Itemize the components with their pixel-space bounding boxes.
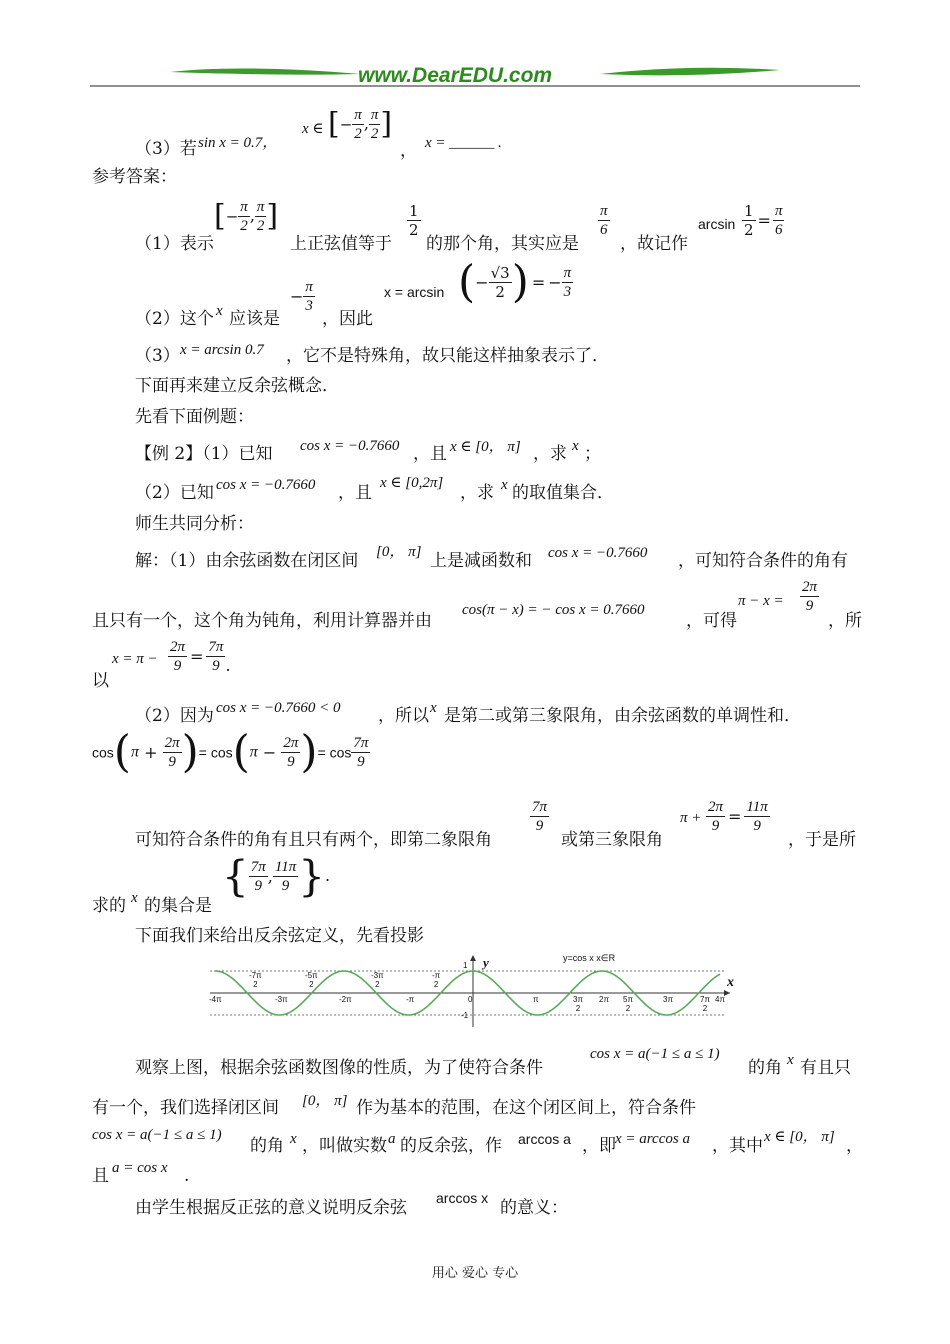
sol1-cond: cos x = −0.7660 [548, 545, 648, 561]
ex2b-text-3: ，求 [460, 483, 494, 503]
a1-interval: [− $\frac{\pi}{2}$ , $\frac{\pi}{2}$ ] [214, 198, 279, 234]
obs3-text-5: ，其中 [712, 1136, 763, 1156]
sol3-fracs: $\frac{2\pi}{9}$ = $\frac{7\pi}{9}$ . [170, 639, 231, 675]
graph-tick-neg4pi: -4π [209, 995, 222, 1004]
obs3-text-4: ，即 [582, 1136, 616, 1156]
a1-text-1: （1）表示 [135, 234, 214, 254]
answer-title: 参考答案： [92, 167, 177, 187]
obs3-a: a [388, 1131, 396, 1147]
s2-x: x [430, 700, 437, 716]
obs4-text-1: 且 [92, 1166, 109, 1186]
ex2b-text-4: 的取值集合． [512, 483, 614, 503]
k-frac-7pi9: $\frac{7\pi}{9}$ [532, 799, 548, 834]
sol2-pi-minus-x: π − x = [738, 593, 784, 609]
a3-text: ，它不是特殊角，故只能这样抽象表示了． [286, 346, 609, 366]
q3-x-in: x ∈ [302, 121, 324, 137]
obs2-text-1: 有一个，我们选择闭区间 [92, 1098, 279, 1118]
a2-text-2: 应该是 [229, 309, 280, 329]
obs-text-3: 有且只 [800, 1058, 851, 1078]
a1-arcsin: arcsin [698, 216, 736, 232]
a1-text-3: 的那个角，其实应是 [426, 234, 579, 254]
obs3-x: x [290, 1131, 297, 1147]
ex2b-text-2: ，且 [338, 483, 372, 503]
graph-tick-negpi2: -π 2 [432, 971, 441, 989]
p-analysis: 师生共同分析： [135, 514, 254, 534]
sol3-expr: x = π − [112, 651, 158, 667]
s2-text-2: ，所以 [378, 706, 429, 726]
a2-text-1: （2）这个 [135, 309, 214, 329]
sol2-eq: cos(π − x) = − cos x = 0.7660 [462, 602, 645, 618]
obs3-arccos: arccos a [518, 1131, 571, 1147]
a3-label: （3） [135, 346, 180, 366]
page-header [90, 62, 860, 90]
a2-text-3: ，因此 [322, 309, 373, 329]
graph-tick-neg7pi2: -7π 2 [249, 971, 262, 989]
obs3-cond: cos x = a(−1 ≤ a ≤ 1) [92, 1127, 222, 1143]
obs-text-1: 观察上图，根据余弦函数图像的性质，为了使符合条件 [135, 1058, 543, 1078]
p-example: 先看下面例题： [135, 407, 254, 427]
a1-arcsin-eq: $\frac{1}{2}$ = $\frac{\pi}{6}$ [744, 202, 783, 239]
obs3-text-1: 的角 [250, 1136, 284, 1156]
graph-tick-neg5pi2: -5π 2 [305, 971, 318, 989]
s2-cond: cos x = −0.7660 < 0 [216, 700, 341, 716]
graph-tick-7pi2: 7π 2 [700, 995, 710, 1013]
obs-cond: cos x = a(−1 ≤ a ≤ 1) [590, 1046, 720, 1062]
last-arccos: arccos x [436, 1190, 489, 1206]
ex2-text-2: ，且 [413, 444, 447, 464]
ex2b-cond: cos x = −0.7660 [216, 477, 316, 493]
cosine-graph [205, 953, 740, 1031]
ex2b-interval: x ∈ [0,2π] [380, 475, 444, 491]
obs4-eq: a = cos x [112, 1160, 168, 1176]
graph-y-label: y [483, 955, 489, 970]
page-footer: 用心 爱心 专心 [431, 1266, 519, 1281]
graph-tick-2pi: 2π [599, 995, 609, 1004]
sol1-text-1: 解：（1）由余弦函数在闭区间 [135, 551, 359, 571]
obs3-text-2: ，叫做实数 [302, 1136, 387, 1156]
q3-sin-eq: sin x = 0.7， [198, 135, 278, 151]
sol2-frac: $\frac{2\pi}{9}$ [802, 579, 818, 614]
sol1-text-2: 上是减函数和 [430, 551, 532, 571]
sol3-text-1: 以 [92, 671, 109, 691]
def-intro: 下面我们来给出反余弦定义，先看投影 [135, 926, 424, 946]
a2-arcsin-expr: (− $\frac{√3}{2}$ ) = − $\frac{\pi}{3}$ [458, 256, 572, 308]
graph-tick-neg2pi: -2π [339, 995, 352, 1004]
sol1-interval: [0， π] [376, 544, 422, 560]
k2-x: x [131, 890, 138, 906]
graph-title: y=cos x x∈R [563, 953, 616, 963]
k-fracs: $\frac{2\pi}{9}$ = $\frac{11\pi}{9}$ [708, 799, 768, 834]
obs4-text-2: . [184, 1166, 190, 1186]
graph-tick-5pi2: 5π 2 [623, 995, 633, 1013]
graph-tick-4pi: 4π [715, 995, 725, 1004]
graph-tick-negpi: -π [406, 995, 415, 1004]
ex2-text-1: 【例 2】（1）已知 [135, 444, 273, 464]
k-text-1: 可知符合条件的角有且只有两个，即第二象限角 [135, 830, 492, 850]
k-text-3: ，于是所 [788, 830, 856, 850]
a1-pi-6: $\frac{\pi}{6}$ [600, 203, 608, 238]
a2-neg-pi-3: − $\frac{\pi}{3}$ [290, 279, 313, 314]
k-pi-plus: π + [680, 810, 702, 826]
obs2-interval: [0， π] [302, 1093, 348, 1109]
last-text-1: 由学生根据反正弦的意义说明反余弦 [135, 1198, 407, 1218]
graph-y-tick-neg1: -1 [461, 1011, 469, 1020]
q3-answer-blank: x = ______ . [425, 135, 502, 151]
s2-text-3: 是第二或第三象限角，由余弦函数的单调性和． [444, 706, 801, 726]
k2-text-1: 求的 [92, 896, 126, 916]
graph-tick-neg3pi: -3π [275, 995, 288, 1004]
s2-text-1: （2）因为 [135, 706, 214, 726]
ex2b-x: x [501, 477, 508, 493]
q3-interval: [− $\frac{\pi}{2}$ , $\frac{\pi}{2}$ ] [328, 106, 393, 142]
graph-y-tick-1: 1 [463, 961, 468, 970]
ex2-x: x [572, 438, 579, 454]
a1-text-2: 上正弦值等于 [290, 234, 392, 254]
k2-text-2: 的集合是 [144, 896, 212, 916]
obs-x: x [787, 1052, 794, 1068]
obs2-text-2: 作为基本的范围，在这个闭区间上，符合条件 [356, 1098, 696, 1118]
graph-tick-pi: π [533, 995, 539, 1004]
graph-tick-0: 0 [468, 995, 473, 1004]
site-logo-text: www.DearEDU.com [358, 64, 553, 87]
ex2-text-3: ，求 [533, 444, 567, 464]
last-text-2: 的意义： [500, 1198, 568, 1218]
cosine-graph-svg [205, 953, 740, 1031]
p-next: 下面再来建立反余弦概念． [135, 376, 339, 396]
a2-x: x [216, 303, 223, 319]
graph-tick-3pi2: 3π 2 [573, 995, 583, 1013]
q3-comma: ， [400, 141, 417, 161]
q3-label: （3）若 [135, 139, 197, 159]
graph-tick-neg3pi2: -3π 2 [371, 971, 384, 989]
a2-arcsin: x = arcsin [384, 284, 445, 300]
obs3-text-3: 的反余弦，作 [400, 1136, 502, 1156]
y-axis-arrow [470, 955, 476, 961]
graph-x-label: x [727, 975, 734, 990]
s2-identity: cos(π + $\frac{2\pi}{9}$ )= cos(π − $\frac{2\pi}{9}$ )= cos $\frac{7\pi}{9}$ [92, 726, 369, 778]
graph-tick-3pi: 3π [663, 995, 673, 1004]
ex2-interval: x ∈ [0， π] [450, 439, 521, 455]
k-text-2: 或第三象限角 [561, 830, 663, 850]
ex2b-text-1: （2）已知 [135, 483, 214, 503]
sol2-text-1: 且只有一个，这个角为钝角，利用计算器并由 [92, 611, 432, 631]
a1-half: $\frac{1}{2}$ [409, 202, 419, 239]
sol2-text-2: ，可得 [686, 611, 737, 631]
a1-text-4: ，故记作 [620, 234, 688, 254]
k2-set: { $\frac{7\pi}{9}$ , $\frac{11\pi}{9}$ }. [222, 851, 331, 901]
ex2-text-4: ； [584, 444, 601, 464]
obs3-interval: x ∈ [0， π] [764, 1129, 835, 1145]
obs-text-2: 的角 [748, 1058, 782, 1078]
a3-expr: x = arcsin 0.7 [180, 342, 264, 358]
sol2-text-3: ，所 [828, 611, 862, 631]
ex2-cond: cos x = −0.7660 [300, 438, 400, 454]
sol1-text-3: ，可知符合条件的角有 [678, 551, 848, 571]
obs3-def: x = arccos a [615, 1131, 690, 1147]
obs3-text-6: ， [846, 1136, 863, 1156]
